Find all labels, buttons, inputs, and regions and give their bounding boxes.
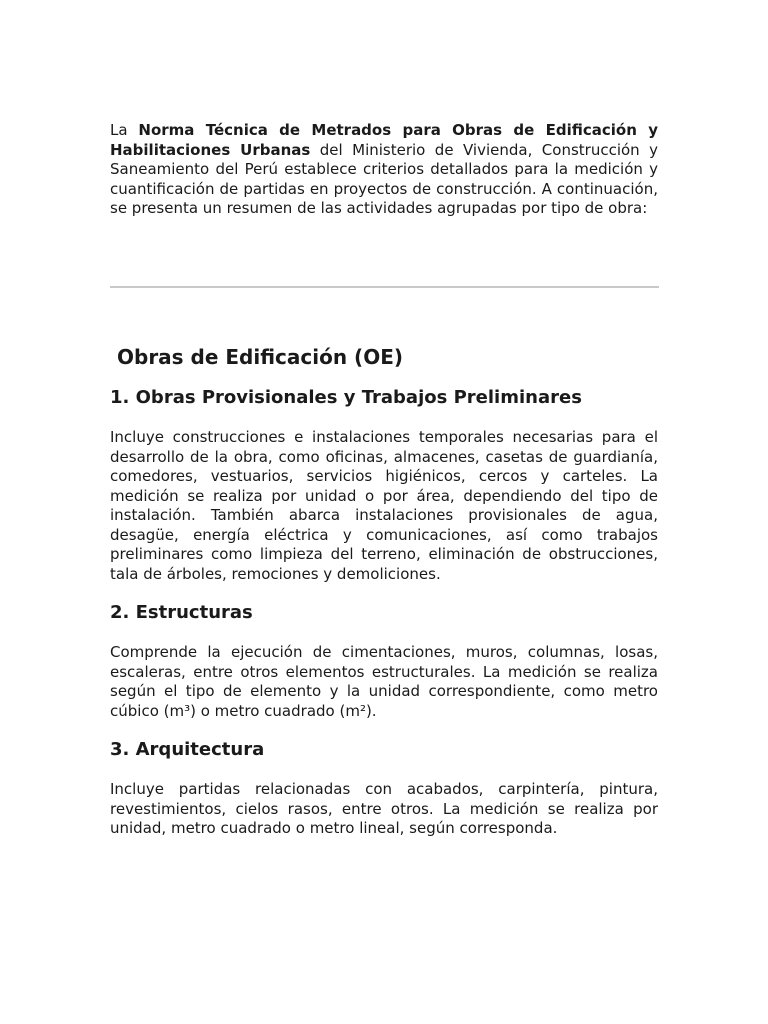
intro-block — [110, 121, 658, 219]
item-heading-3: 3. Arquitectura — [110, 739, 265, 760]
item-heading-2: 2. Estructuras — [110, 602, 253, 623]
intro-paragraph — [110, 121, 658, 219]
item-body-2: Comprende la ejecución de cimentaciones, muros, columnas, losas, escaleras, entre otros elementos estructurales. La medición se realiza según el tipo de elemento y la unidad correspondiente, como metro cúbico (m³) o metro cuadrado (m²). — [110, 643, 658, 720]
intro-lead: La — [110, 121, 139, 139]
item-body-1: Incluye construcciones e instalaciones temporales necesarias para el desarrollo de la obra, como oficinas, almacenes, casetas de guardianía, comedores, vestuarios, servicios higiénicos, cercos y carteles. La medición se realiza por unidad o por área, dependiendo del tipo de instalación. También abarca instalaciones provisionales de agua, desagüe, energía eléctrica y comunicaciones, así como trabajos preliminares como limpieza del terreno, eliminación de obstrucciones, tala de árboles, remociones y demoliciones. — [110, 428, 658, 583]
intro-rest: del Ministerio de Vivienda, Construcción y Saneamiento del Perú establece criterios detallados para la medición y cuantificación de partidas en proyectos de construcción. A continuación, se presenta un resumen de las actividades agrupadas por tipo de obra: — [110, 140, 659, 217]
section-item-1 — [110, 386, 658, 584]
section-item-3 — [110, 738, 658, 839]
section-title: Obras de Edificación (OE) — [117, 345, 403, 369]
intro-norm-name: Norma Técnica de Metrados para Obras de Edificación y Habilitaciones Urbanas — [110, 121, 658, 159]
item-body-3: Incluye partidas relacionadas con acabados, carpintería, pintura, revestimientos, cielos rasos, entre otros. La medición se realiza por unidad, metro cuadrado o metro lineal, según corresponda. — [110, 780, 658, 837]
section-item-2 — [110, 601, 658, 721]
item-heading-1: 1. Obras Provisionales y Trabajos Preliminares — [110, 387, 582, 408]
horizontal-divider — [110, 286, 659, 288]
